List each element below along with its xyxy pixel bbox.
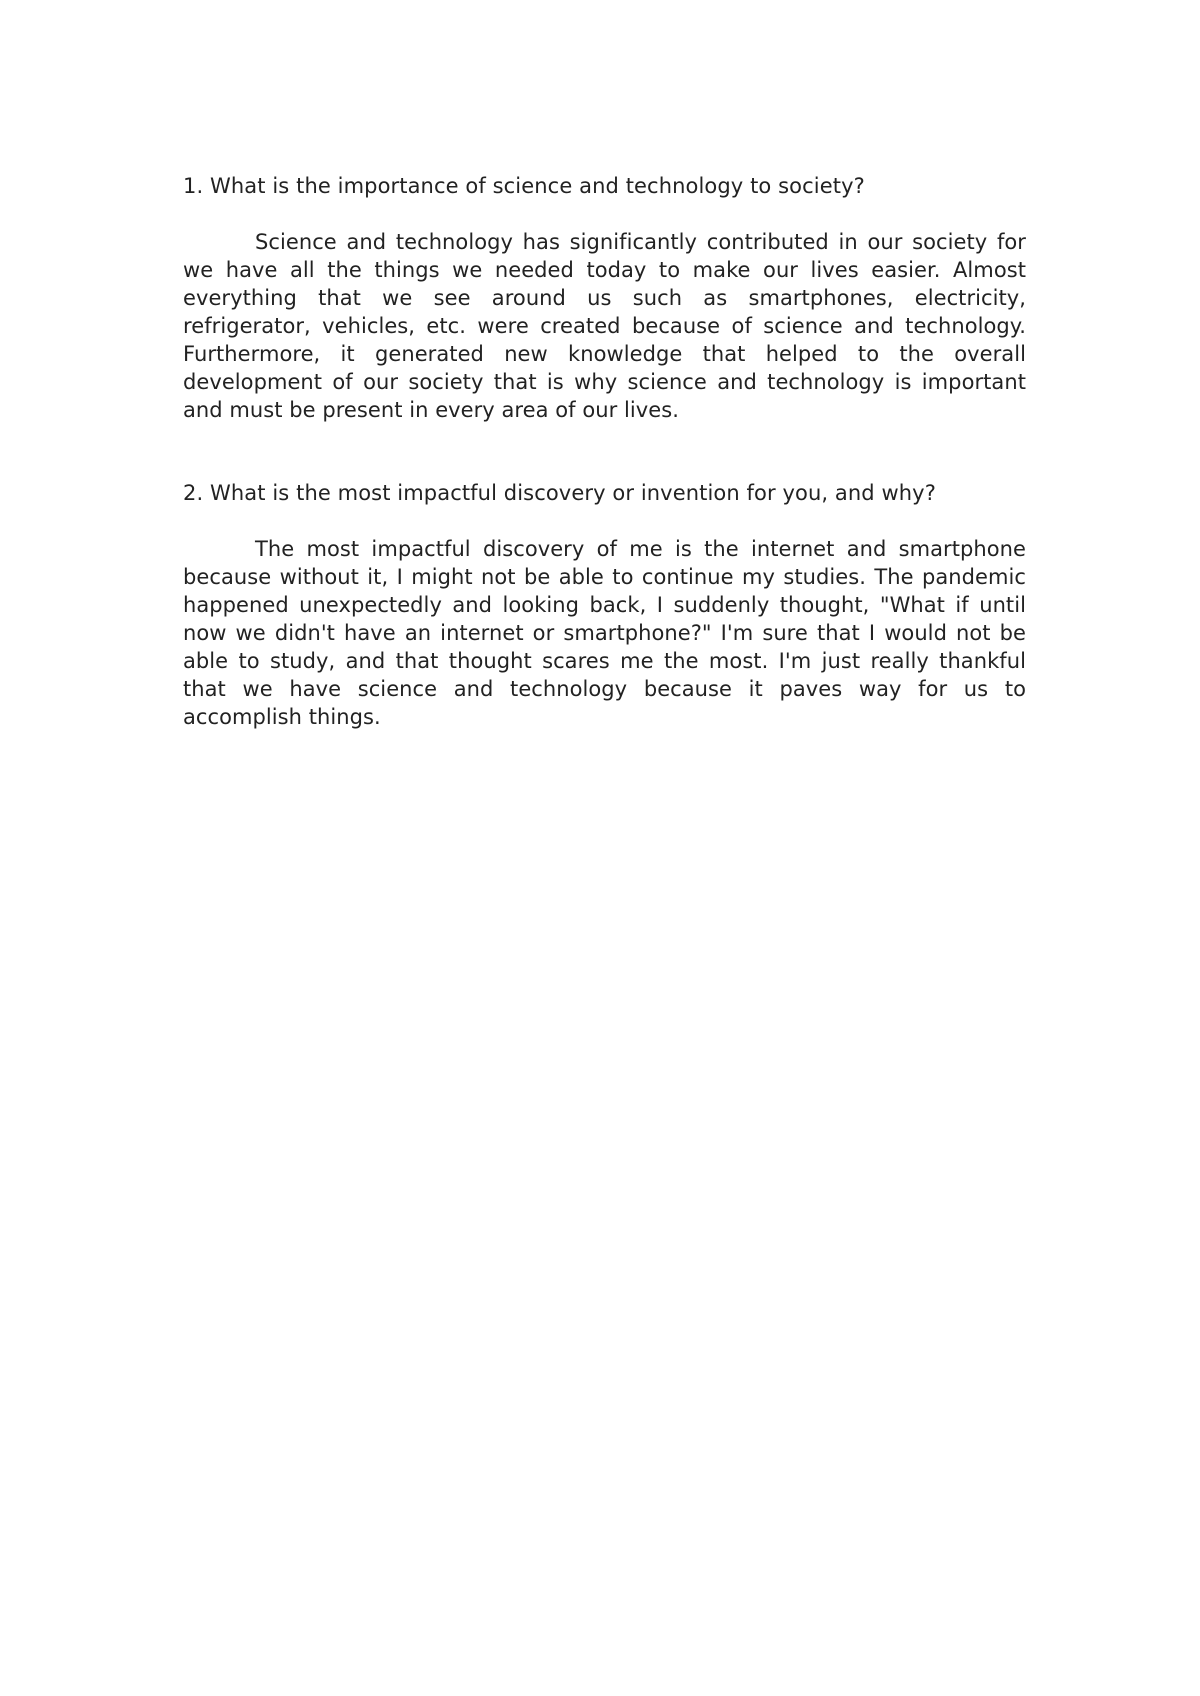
question-2: 2. What is the most impactful discovery or invention for you, and why? [183,481,936,505]
document-body [183,172,1026,731]
answer-2: The most impactful discovery of me is the internet and smartphone because without it, I might not be able to continue my studies. The pandemic happened unexpectedly and looking back, I suddenly thought, "What if until now we didn't have an internet or smartphone?" I'm sure that I would not be able to study, and that thought scares me the most. I'm just really thankful that we have science and technology because it paves way for us to accomplish things. [183,537,1026,729]
question-1: 1. What is the importance of science and technology to society? [183,174,865,198]
answer-1: Science and technology has significantly contributed in our society for we have all the things we needed today to make our lives easier. Almost everything that we see around us such as smartphones, electricity, refrigerator, vehicles, etc. were created because of science and technology. Furthermore, it generated new knowledge that helped to the overall development of our society that is why science and technology is important and must be present in every area of our lives. [183,230,1026,422]
